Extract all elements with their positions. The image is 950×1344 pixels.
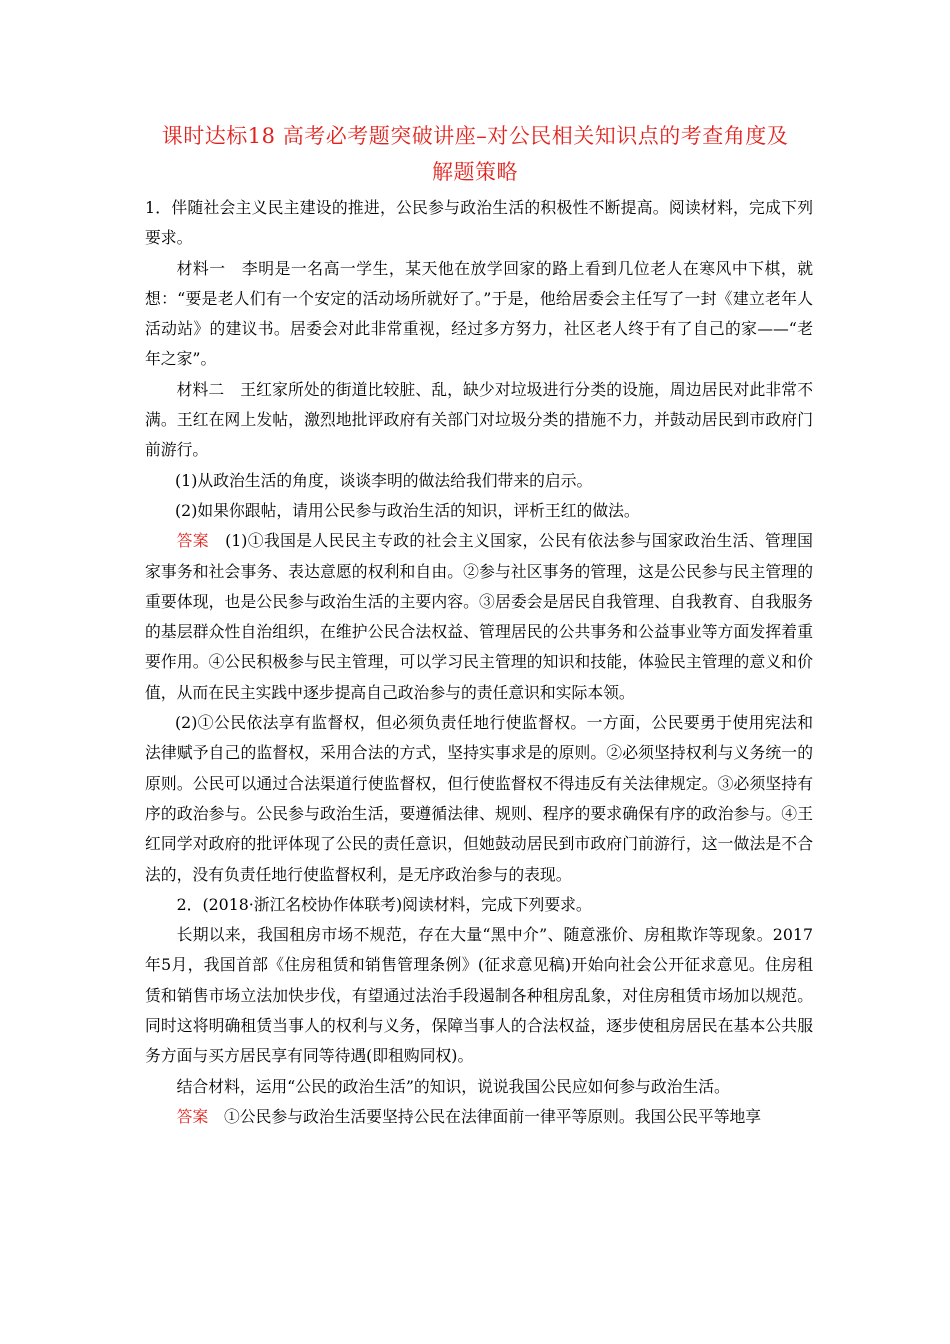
- answer-label: 答案: [176, 1106, 209, 1126]
- question-2-question: 结合材料，运用“公民的政治生活”的知识，说说我国公民应如何参与政治生活。: [176, 1076, 730, 1096]
- document-body: [145, 193, 813, 1132]
- question-1-answer-2: (2)①公民依法享有监督权，但必须负责任地行使监督权。一方面，公民要勇于使用宪法和法律赋予自己的监督权，采用合法的方式，坚持实事求是的原则。②必须坚持权利与义务统一的原则。公民可以通过合法渠道行使监督权，但行使监督权不得违反有关法律规定。③必须坚持有序的政治参与。公民参与政治生活，要遵循法律、规则、程序的要求确保有序的政治参与。④王红同学对政府的批评体现了公民的责任意识，但她鼓动居民到市政府门前游行，这一做法是不合法的，没有负责任地行使监督权利，是无序政治参与的表现。: [145, 713, 813, 884]
- question-1-intro: 1．伴随社会主义民主建设的推进，公民参与政治生活的积极性不断提高。阅读材料，完成下列要求。: [145, 198, 813, 248]
- document-title: [130, 118, 820, 190]
- question-1-material-2: 材料二 王红家所处的街道比较脏、乱，缺少对垃圾进行分类的设施，周边居民对此非常不满。王红在网上发帖，激烈地批评政府有关部门对垃圾分类的措施不力，并鼓动居民到市政府门前游行。: [145, 379, 813, 460]
- answer-1-text: (1)①我国是人民民主专政的社会主义国家，公民有依法参与国家政治生活、管理国家事务和社会事务、表达意愿的权利和自由。②参与社区事务的管理，这是公民参与民主管理的重要体现，也是公民参与政治生活的主要内容。③居委会是居民自我管理、自我教育、自我服务的基层群众性自治组织，在维护公民合法权益、管理居民的公共事务和公益事业等方面发挥着重要作用。④公民积极参与民主管理，可以学习民主管理的知识和技能，体验民主管理的意义和价值，从而在民主实践中逐步提高自己政治参与的责任意识和实际本领。: [145, 531, 813, 702]
- question-1-material-1: 材料一 李明是一名高一学生，某天他在放学回家的路上看到几位老人在寒风中下棋，就想：“要是老人们有一个安定的活动场所就好了。”于是，他给居委会主任写了一封《建立老年人活动站》的建议书。居委会对此非常重视，经过多方努力，社区老人终于有了自己的家——“老年之家”。: [145, 258, 813, 369]
- question-1-subquestion-1: (1)从政治生活的角度，谈谈李明的做法给我们带来的启示。: [175, 470, 593, 490]
- title-line-1: 课时达标18 高考必考题突破讲座–对公民相关知识点的考查角度及: [161, 124, 789, 148]
- answer-2-text: ①公民参与政治生活要坚持公民在法律面前一律平等原则。我国公民平等地享: [208, 1106, 762, 1126]
- question-2-intro: 2．(2018·浙江名校协作体联考)阅读材料，完成下列要求。: [176, 894, 592, 914]
- question-2-answer: [145, 1102, 813, 1132]
- question-1-answer-1: [145, 526, 813, 708]
- question-1-subquestion-2: (2)如果你跟帖，请用公民参与政治生活的知识，评析王红的做法。: [175, 500, 640, 520]
- answer-label: 答案: [176, 531, 209, 551]
- title-line-2: 解题策略: [432, 160, 518, 184]
- question-2-material: 长期以来，我国租房市场不规范，存在大量“黑中介”、随意涨价、房租欺诈等现象。2017年5月，我国首部《住房租赁和销售管理条例》(征求意见稿)开始向社会公开征求意见。住房租赁和销售市场立法加快步伐，有望通过法治手段遏制各种租房乱象，对住房租赁市场加以规范。同时这将明确租赁当事人的权利与义务，保障当事人的合法权益，逐步使租房居民在基本公共服务方面与买方居民享有同等待遇(即租购同权)。: [145, 925, 813, 1066]
